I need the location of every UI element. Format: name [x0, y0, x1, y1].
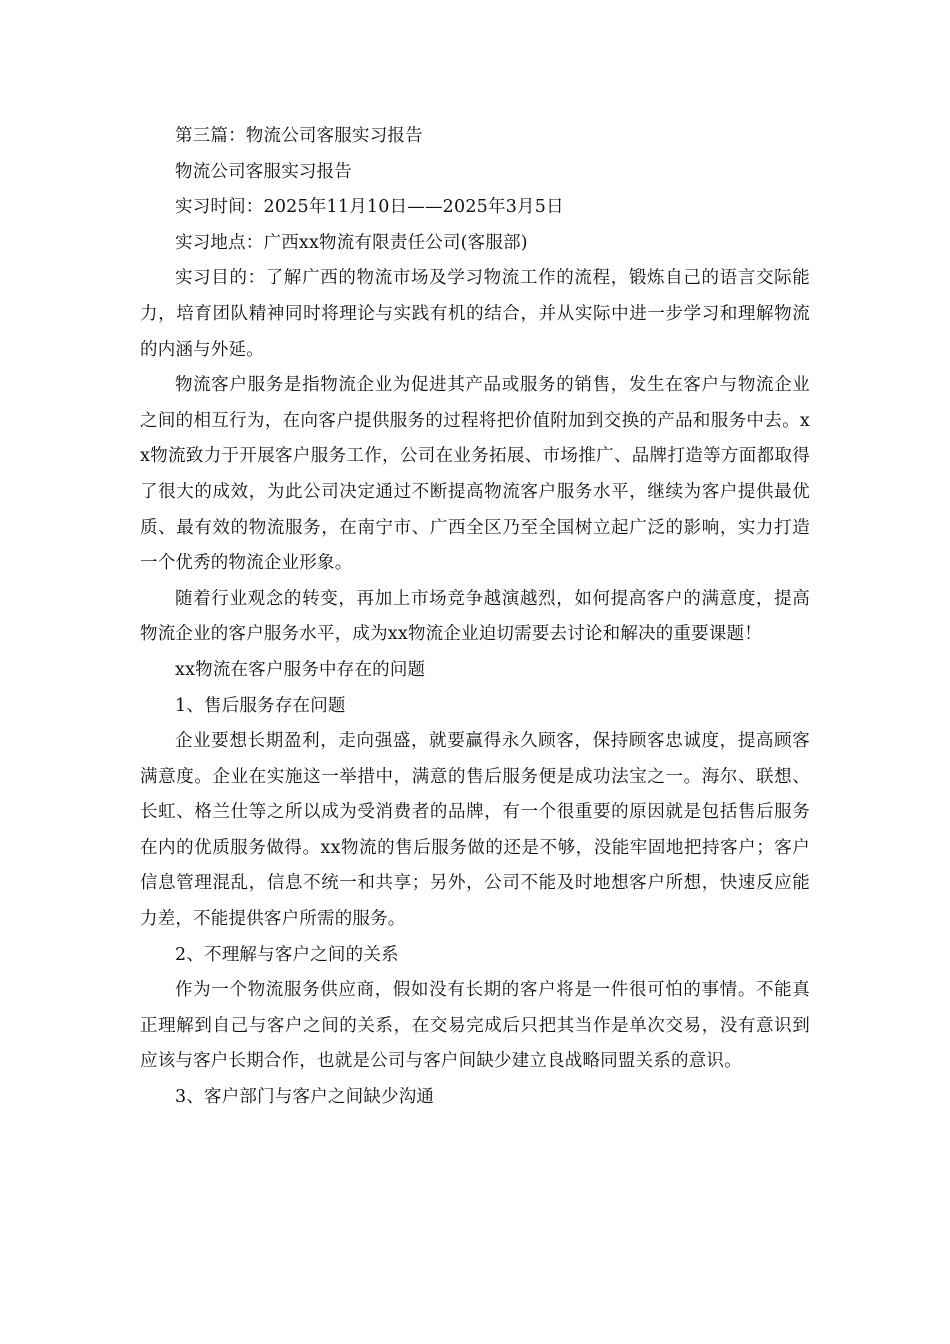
section-title: 第三篇：物流公司客服实习报告 [175, 126, 423, 146]
document-body [140, 119, 810, 1116]
section-heading-problems: xx物流在客户服务中存在的问题 [175, 659, 426, 680]
body-paragraph-customer-service: 物流客户服务是指物流企业为促进其产品或服务的销售，发生在客户与物流企业之间的相互行为，在向客户提供服务的过程将把价值附加到交换的产品和服务中去。xx物流致力于开展客户服务工作，公司在业务拓展、市场推广、品牌打造等方面都取得了很大的成效，为此公司决定通过不断提高物流客户服务水平，继续为客户提供最优质、最有效的物流服务，在南宁市、广西全区乃至全国树立起广泛的影响，实力打造一个优秀的物流企业形象。 [140, 375, 810, 574]
subheading-communication: 3、客户部门与客户之间缺少沟通 [175, 1087, 435, 1108]
internship-location: 实习地点：广西xx物流有限责任公司(客服部) [175, 232, 528, 253]
body-paragraph-relationship: 作为一个物流服务供应商，假如没有长期的客户将是一件很可怕的事情。不能真正理解到自己与客户之间的关系，在交易完成后只把其当作是单次交易，没有意识到应该与客户长期合作，也就是公司与客户间缺少建立良战略同盟关系的意识。 [140, 980, 810, 1072]
subheading-after-sales: 1、售后服务存在问题 [175, 695, 346, 716]
body-paragraph-after-sales: 企业要想长期盈利，走向强盛，就要赢得永久顾客，保持顾客忠诚度，提高顾客满意度。企业在实施这一举措中，满意的售后服务便是成功法宝之一。海尔、联想、长虹、格兰仕等之所以成为受消费者的品牌，有一个很重要的原因就是包括售后服务在内的优质服务做得。xx物流的售后服务做的还是不够，没能牢固地把持客户；客户信息管理混乱，信息不统一和共享；另外，公司不能及时地想客户所想，快速反应能力差，不能提供客户所需的服务。 [140, 731, 810, 930]
internship-time: 实习时间：2025年11月10日——2025年3月5日 [175, 197, 564, 218]
subheading-relationship: 2、不理解与客户之间的关系 [175, 944, 399, 965]
body-paragraph-industry-change: 随着行业观念的转变，再加上市场竞争越演越烈，如何提高客户的满意度，提高物流企业的客户服务水平，成为xx物流企业迫切需要去讨论和解决的重要课题！ [140, 588, 810, 645]
internship-purpose: 实习目的：了解广西的物流市场及学习物流工作的流程，锻炼自己的语言交际能力，培育团队精神同时将理论与实践有机的结合，并从实际中进一步学习和理解物流的内涵与外延。 [140, 268, 810, 360]
report-title: 物流公司客服实习报告 [175, 161, 352, 182]
